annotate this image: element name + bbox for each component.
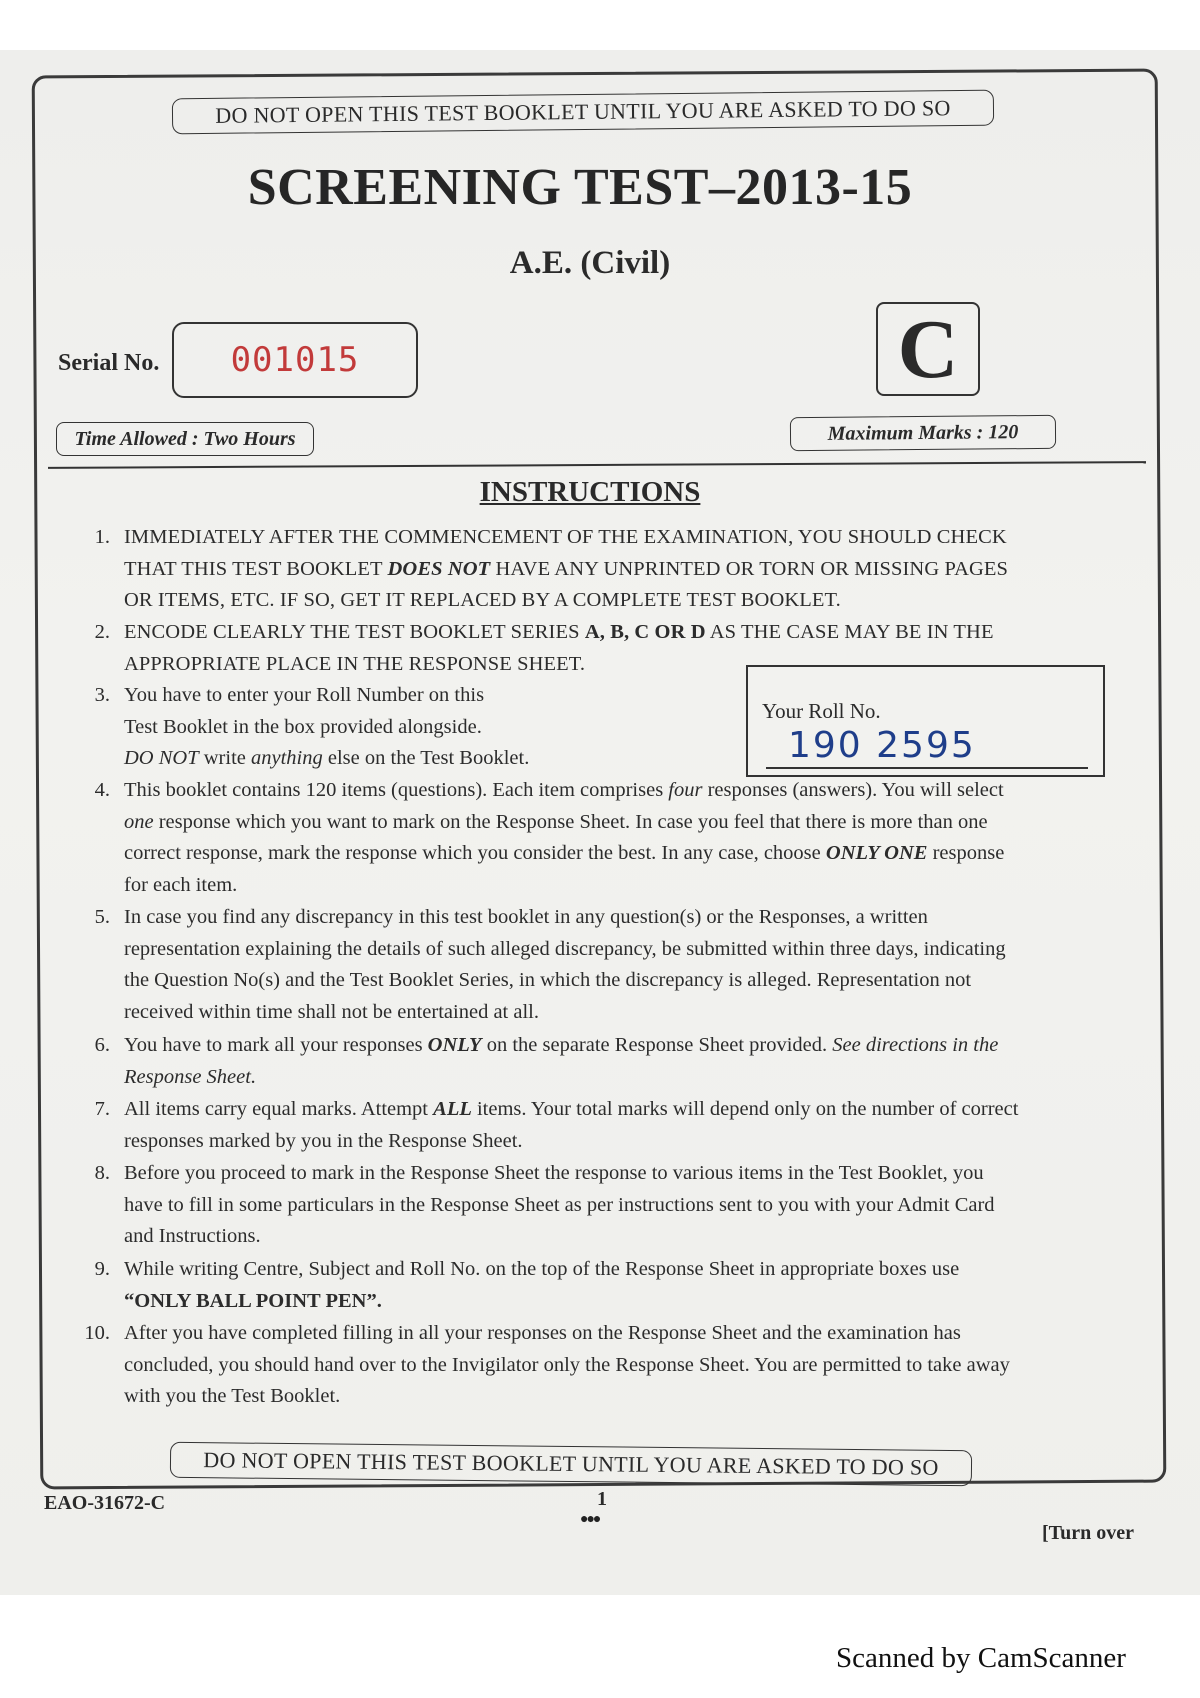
item-line: Before you proceed to mark in the Response Sheet the response to various items in the Test Booklet, you [124, 1162, 984, 1184]
item-line: have to fill in some particulars in the Response Sheet as per instructions sent to you with your Admit Card [124, 1193, 995, 1216]
item-line: ENCODE CLEARLY THE TEST BOOKLET SERIES A, B, C OR D AS THE CASE MAY BE IN THE [124, 621, 994, 643]
serial-number-box [172, 322, 418, 398]
item-line: After you have completed filling in all your responses on the Response Sheet and the examination has [124, 1322, 961, 1344]
scanner-watermark: Scanned by CamScanner [836, 1642, 1126, 1674]
item-number: 2. [94, 621, 110, 643]
booklet-series-box [876, 302, 980, 396]
item-line: representation explaining the details of such alleged discrepancy, be submitted within three days, indicating [124, 937, 1006, 960]
item-line: with you the Test Booklet. [124, 1385, 341, 1407]
item-line: for each item. [124, 873, 238, 896]
item-line: OR ITEMS, ETC. IF SO, GET IT REPLACED BY A COMPLETE TEST BOOKLET. [124, 589, 841, 611]
item-line: responses marked by you in the Response Sheet. [124, 1129, 523, 1152]
item-number: 3. [94, 684, 110, 706]
item-line: the Question No(s) and the Test Booklet Series, in which the discrepancy is alleged. Representation not [124, 969, 972, 991]
item-number: 5. [94, 906, 110, 928]
page-number: 1 [597, 1488, 607, 1510]
item-line: IMMEDIATELY AFTER THE COMMENCEMENT OF THE EXAMINATION, YOU SHOULD CHECK [124, 526, 1007, 548]
serial-label: Serial No. [58, 350, 160, 376]
item-line: DO NOT write anything else on the Test Booklet. [124, 747, 530, 769]
instructions-heading: INSTRUCTIONS [479, 476, 701, 508]
item-line: received within time shall not be entertained at all. [124, 1000, 539, 1023]
time-allowed: Time Allowed : Two Hours [56, 422, 314, 456]
item-number: 1. [94, 526, 110, 548]
warning-banner-bottom: DO NOT OPEN THIS TEST BOOKLET UNTIL YOU ARE ASKED TO DO SO [170, 1442, 972, 1486]
item-line: Response Sheet. [124, 1065, 257, 1088]
item-line: You have to mark all your responses ONLY on the separate Response Sheet provided. See directions in the [124, 1034, 999, 1056]
item-line: “ONLY BALL POINT PEN”. [124, 1289, 382, 1312]
item-number: 10. [84, 1322, 110, 1344]
booklet-code: EAO-31672-C [44, 1492, 166, 1514]
item-number: 9. [94, 1258, 110, 1280]
item-line: Test Booklet in the box provided alongside. [124, 715, 482, 738]
dots-ornament: ●●● [580, 1512, 600, 1527]
roll-number-underline [766, 767, 1088, 769]
item-line: In case you find any discrepancy in this test booklet in any question(s) or the Responses, a written [124, 906, 928, 928]
item-number: 6. [94, 1034, 110, 1056]
roll-number-handwritten: 190 2595 [788, 725, 976, 766]
item-line: You have to enter your Roll Number on this [124, 684, 485, 706]
warning-banner-top: DO NOT OPEN THIS TEST BOOKLET UNTIL YOU ARE ASKED TO DO SO [172, 90, 994, 135]
turn-over-note: [Turn over [1042, 1522, 1135, 1544]
item-line: APPROPRIATE PLACE IN THE RESPONSE SHEET. [124, 652, 586, 675]
item-line: and Instructions. [124, 1225, 261, 1247]
item-line: All items carry equal marks. Attempt ALL items. Your total marks will depend only on the number of correct [124, 1098, 1019, 1120]
item-number: 4. [94, 779, 110, 801]
item-line: This booklet contains 120 items (questions). Each item comprises four responses (answers). You will select [124, 779, 1004, 801]
maximum-marks: Maximum Marks : 120 [790, 415, 1056, 451]
item-line: one response which you want to mark on the Response Sheet. In case you feel that there is more than one [124, 810, 988, 833]
roll-number-label: Your Roll No. [762, 699, 881, 723]
subject-subtitle: A.E. (Civil) [509, 245, 671, 281]
item-line: correct response, mark the response which you consider the best. In any case, choose ONLY ONE response [124, 842, 1005, 864]
page-title: SCREENING TEST–2013-15 [247, 159, 913, 216]
item-line: While writing Centre, Subject and Roll No. on the top of the Response Sheet in appropriate boxes use [124, 1258, 960, 1280]
roll-number-box [746, 665, 1105, 777]
serial-number: 001015 [230, 340, 360, 380]
item-number: 7. [94, 1098, 110, 1120]
item-number: 8. [94, 1162, 110, 1184]
booklet-series-letter: C [897, 303, 959, 396]
item-line: concluded, you should hand over to the Invigilator only the Response Sheet. You are permitted to take away [124, 1353, 1010, 1376]
item-line: THAT THIS TEST BOOKLET DOES NOT HAVE ANY UNPRINTED OR TORN OR MISSING PAGES [124, 557, 1009, 580]
